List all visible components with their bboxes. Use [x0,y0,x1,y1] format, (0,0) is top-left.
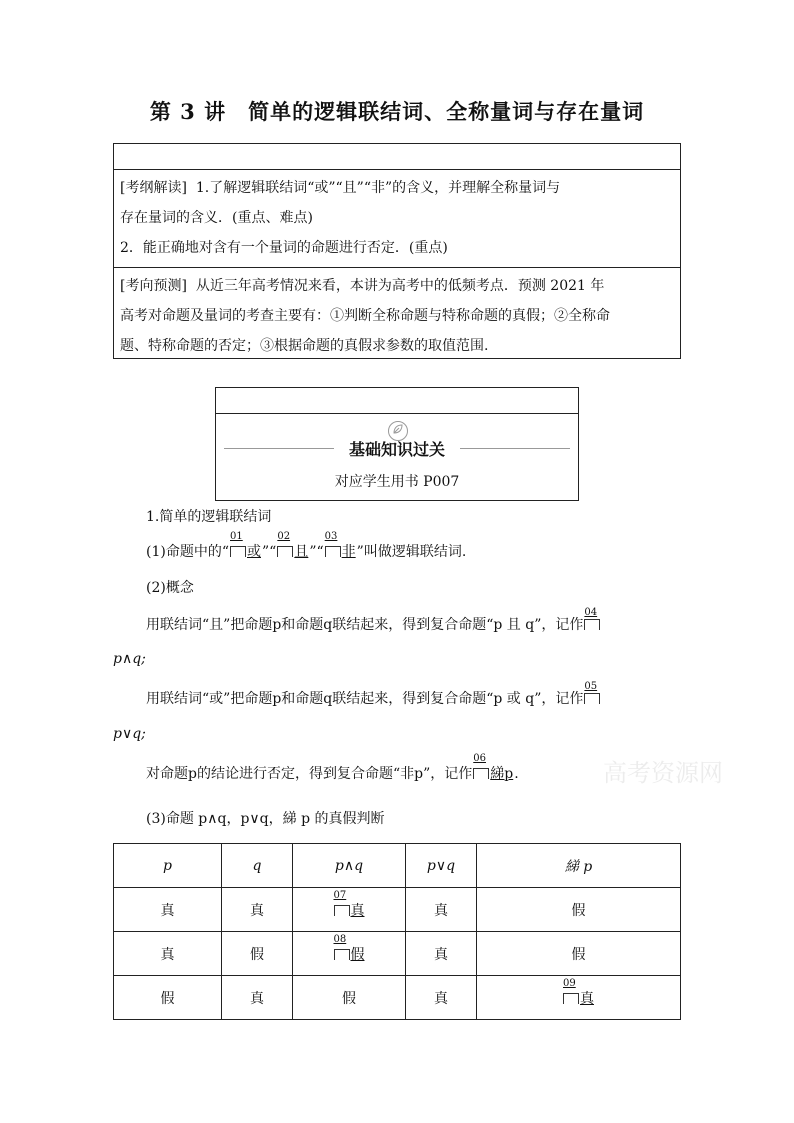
table-cell: 真 [222,976,293,1020]
exam-syllabus-line2: 存在量词的含义．(重点、难点) [120,210,313,226]
table-header-cell: p∨q [406,844,477,888]
exam-forecast-cell [114,267,680,365]
blank-mark-icon [473,768,489,779]
table-cell: 真 [114,932,222,976]
not-definition [146,753,519,783]
connectives-sep: ”“ [309,544,324,560]
not-definition-text: 对命题p的结论进行否定，得到复合命题“非p”，记作 [146,766,473,782]
connectives-sep: ”“ [262,544,277,560]
blank-answer: 綈p [490,766,514,782]
blank-answer: 且 [294,544,309,560]
or-answer: p∨q [113,726,142,742]
table-cell: 真 [222,888,293,932]
intro-box [113,143,681,359]
blank-mark-icon [277,546,293,557]
table-header-cell: q [222,844,293,888]
blank-number: 06 [473,753,486,764]
blank-mark-icon [334,905,350,916]
blank-number: 05 [584,681,598,692]
concept-label: (2)概念 [146,580,194,596]
blank-answer: 真 [580,990,594,1007]
and-end: ; [141,651,146,667]
not-end: . [514,766,519,782]
banner-top-row [216,388,578,414]
table-cell: 真 [406,932,477,976]
blank-number: 08 [333,933,347,945]
table-header-cell: p [114,844,222,888]
blank-number: 04 [584,607,598,618]
answer-blank-01 [229,531,262,561]
and-definition-text: 用联结词“且”把命题p和命题q联结起来，得到复合命题“p 且 q”，记作 [146,617,584,633]
table-cell: 假 [222,932,293,976]
table-cell: 真 [114,888,222,932]
intro-header-row [114,144,680,170]
exam-forecast-line1: 从近三年高考情况来看，本讲为高考中的低频考点．预测 2021 年 [195,278,605,294]
connectives-prefix: (1)命题中的“ [146,544,229,560]
blank-mark-icon [584,693,600,704]
table-cell: 真 [406,976,477,1020]
exam-syllabus-tag: [考纲解读] [120,180,187,196]
blank-answer: 或 [247,544,261,560]
or-definition [146,681,602,708]
blank-mark-icon [584,619,600,630]
table-cell [293,932,406,976]
exam-syllabus-line3: 2．能正确地对含有一个量词的命题进行否定．(重点) [120,240,448,256]
table-cell: 假 [477,888,681,932]
truth-table [113,843,681,1020]
exam-forecast-tag: [考向预测] [120,278,187,294]
table-row [114,888,681,932]
watermark: 高考资源网 [603,759,723,787]
answer-blank-08 [333,933,366,964]
answer-blank-05 [583,681,602,707]
and-definition [146,607,602,634]
table-header-cell: 綈 p [477,844,681,888]
blank-number: 02 [277,531,291,542]
table-header-row [114,844,681,888]
truth-table-label: (3)命题 p∧q，p∨q，綈 p 的真假判断 [146,811,385,827]
section-heading: 1.简单的逻辑联结词 [146,509,272,525]
table-cell [293,888,406,932]
table-row [114,976,681,1020]
connectives-suffix: ”叫做逻辑联结词. [356,544,467,560]
or-definition-text: 用联结词“或”把命题p和命题q联结起来，得到复合命题“p 或 q”，记作 [146,691,584,707]
blank-answer: 假 [350,946,365,963]
table-row [114,932,681,976]
answer-blank-06 [472,753,514,783]
section-banner [215,387,579,501]
exam-syllabus-cell [114,170,680,267]
table-cell [477,976,681,1020]
blank-number: 01 [230,531,243,542]
banner-heading: 基础知识过关 [348,440,445,459]
answer-blank-04 [583,607,602,633]
answer-blank-07 [333,889,366,920]
answer-blank-09 [562,977,595,1008]
or-end: ; [141,726,146,742]
exam-forecast-line2: 高考对命题及量词的考查主要有：①判断全称命题与特称命题的真假；②全称命 [120,308,610,324]
blank-number: 09 [563,977,576,989]
blank-answer: 非 [341,544,356,560]
blank-number: 07 [333,889,347,901]
or-answer-line [113,726,146,742]
exam-syllabus-line1: 1.了解逻辑联结词“或”“且”“非”的含义，并理解全称量词与 [195,180,561,196]
blank-mark-icon [563,993,579,1004]
table-cell: 真 [406,888,477,932]
table-header-cell: p∧q [293,844,406,888]
blank-number: 03 [324,531,338,542]
table-cell: 假 [477,932,681,976]
exam-forecast-line3: 题、特称命题的否定；③根据命题的真假求参数的取值范围. [120,338,489,354]
answer-blank-03 [324,531,357,561]
blank-mark-icon [230,546,246,557]
answer-blank-02 [276,531,309,561]
connectives-line [146,531,467,561]
and-answer: p∧q [113,651,142,667]
blank-mark-icon [325,546,341,557]
blank-answer: 真 [350,902,365,919]
table-cell: 假 [114,976,222,1020]
blank-mark-icon [334,949,350,960]
banner-subtitle: 对应学生用书 P007 [334,474,460,490]
table-cell: 假 [293,976,406,1020]
and-answer-line [113,651,146,667]
page-title: 第 3 讲 简单的逻辑联结词、全称量词与存在量词 [149,99,645,124]
